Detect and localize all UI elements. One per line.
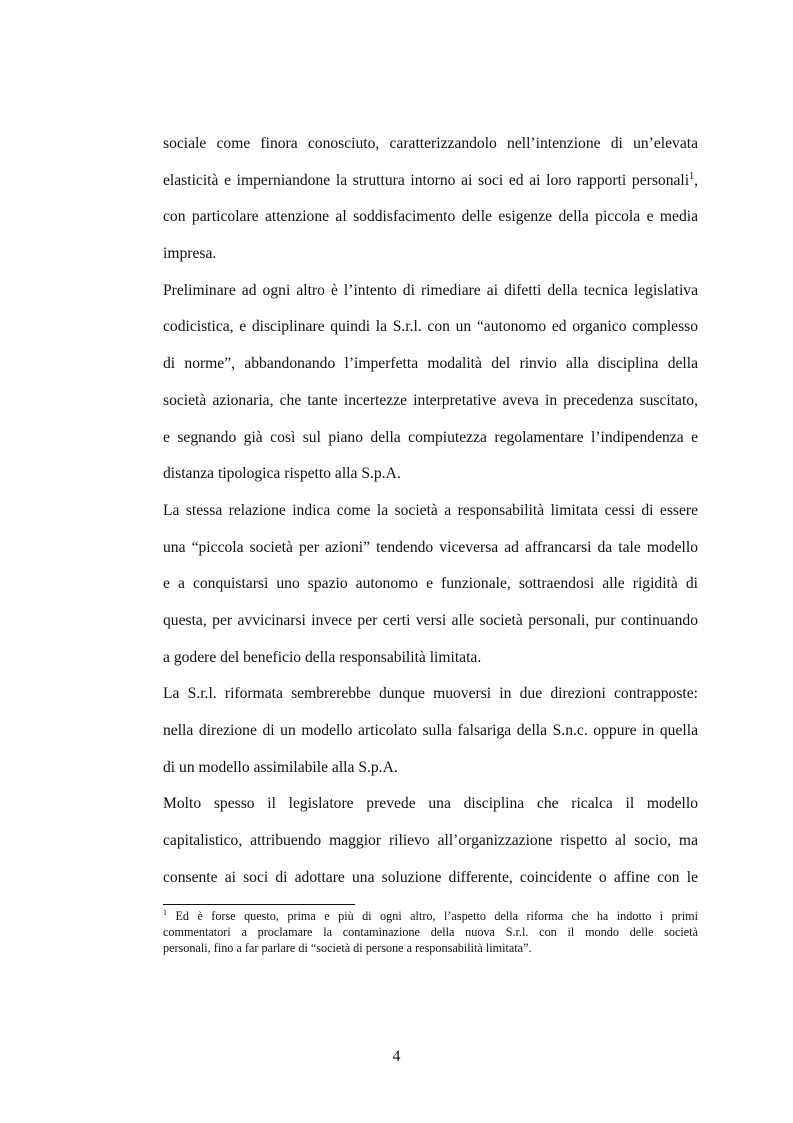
- text-line: La S.r.l. riformata sembrerebbe dunque muoversi in due direzioni contrapposte:: [163, 685, 698, 703]
- text-line: consente ai soci di adottare una soluzione differente, coincidente o affine con le: [163, 868, 698, 886]
- text-line: nella direzione di un modello articolato sulla falsariga della S.n.c. oppure in quella: [163, 722, 698, 739]
- text-line: capitalistico, attribuendo maggior rilievo all’organizzazione rispetto al socio, ma: [163, 832, 698, 850]
- text-line: a godere del beneficio della responsabilità limitata.: [163, 648, 482, 666]
- footnote-marker: 1: [163, 907, 167, 917]
- text-line: e segnando già così sul piano della compiutezza regolamentare l’indipendenza e: [163, 428, 698, 446]
- text-line: di norme”, abbandonando l’imperfetta modalità del rinvio alla disciplina della: [163, 355, 698, 373]
- text-line: società azionaria, che tante incertezze interpretative aveva in precedenza suscitato,: [163, 391, 698, 409]
- text-line: una “piccola società per azioni” tendendo viceversa ad affrancarsi da tale modello: [163, 538, 698, 556]
- text-line: codicistica, e disciplinare quindi la S.r.l. con un “autonomo ed organico complesso: [163, 318, 698, 336]
- text-line-punctuation: ,: [694, 171, 698, 189]
- text-line: La stessa relazione indica come la società a responsabilità limitata cessi di essere: [163, 501, 698, 519]
- text-line: di un modello assimilabile alla S.p.A.: [163, 758, 398, 776]
- footnote: [163, 908, 698, 956]
- footnote-line: personali, fino a far parlare di “società di persone a responsabilità limitata”.: [163, 941, 532, 955]
- footnote-line-content: Ed è forse questo, prima e più di ogni altro, l’aspetto della riforma che ha indotto i primi: [167, 909, 698, 923]
- footnote-reference[interactable]: 1: [689, 170, 695, 182]
- text-line: Preliminare ad ogni altro è l’intento di rimediare ai difetti della tecnica legislativa: [163, 281, 698, 299]
- text-line: impresa.: [163, 245, 217, 263]
- footnote-divider: [163, 904, 355, 905]
- text-line-content: elasticità e imperniandone la struttura intorno ai soci ed ai loro rapporti personali: [163, 171, 690, 189]
- text-line: e a conquistarsi uno spazio autonomo e funzionale, sottraendosi alle rigidità di: [163, 575, 698, 593]
- text-line: Molto spesso il legislatore prevede una disciplina che ricalca il modello: [163, 795, 698, 813]
- text-line: questa, per avvicinarsi invece per certi versi alle società personali, pur continuando: [163, 611, 698, 629]
- footnote-line: commentatori a proclamare la contaminazione della nuova S.r.l. con il mondo delle società: [163, 925, 698, 939]
- text-line: con particolare attenzione al soddisfacimento delle esigenze della piccola e media: [163, 208, 698, 226]
- text-line: [163, 167, 698, 204]
- text-line: sociale come finora conosciuto, caratterizzandolo nell’intenzione di un’elevata: [163, 135, 698, 152]
- text-line: distanza tipologica rispetto alla S.p.A.: [163, 465, 401, 483]
- page-number: 4: [392, 1048, 401, 1065]
- body-text: [163, 130, 698, 900]
- footnote-line: [163, 908, 698, 924]
